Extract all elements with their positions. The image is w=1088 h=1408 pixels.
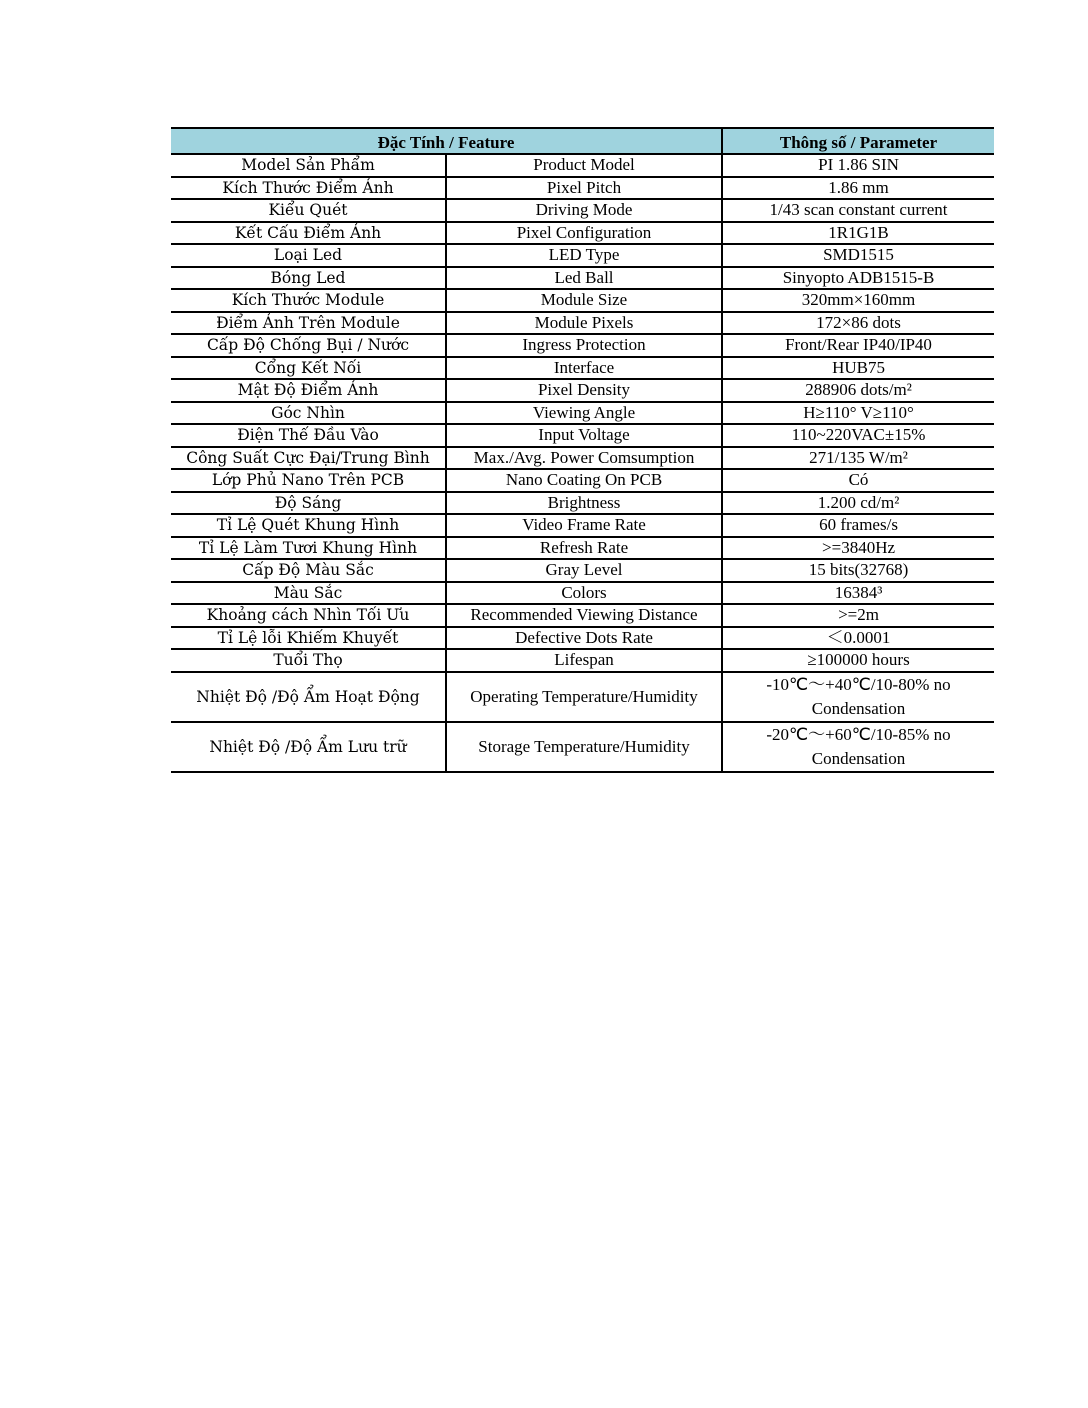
parameter-value-cell: ≥100000 hours: [722, 649, 994, 672]
parameter-value-cell: 1.86 mm: [722, 177, 994, 200]
feature-en-cell: Defective Dots Rate: [446, 627, 722, 650]
table-row: [171, 424, 994, 447]
feature-vi-cell: Model Sản Phẩm: [171, 154, 446, 177]
feature-en-cell: Driving Mode: [446, 199, 722, 222]
table-row: [171, 447, 994, 470]
table-row: [171, 199, 994, 222]
parameter-value-cell: HUB75: [722, 357, 994, 380]
feature-vi-cell: Khoảng cách Nhìn Tối Ưu: [171, 604, 446, 627]
header-row: [171, 128, 994, 154]
parameter-value-cell: Front/Rear IP40/IP40: [722, 334, 994, 357]
parameter-value-cell: 16384³: [722, 582, 994, 605]
feature-en-cell: Brightness: [446, 492, 722, 515]
parameter-value-cell: 60 frames/s: [722, 514, 994, 537]
feature-vi-cell: Lớp Phủ Nano Trên PCB: [171, 469, 446, 492]
parameter-value-cell: 271/135 W/m²: [722, 447, 994, 470]
feature-vi-cell: Nhiệt Độ /Độ Ẩm Lưu trữ: [171, 722, 446, 772]
feature-en-cell: Max./Avg. Power Comsumption: [446, 447, 722, 470]
feature-en-cell: Pixel Density: [446, 379, 722, 402]
feature-en-cell: Input Voltage: [446, 424, 722, 447]
parameter-value-cell: PI 1.86 SIN: [722, 154, 994, 177]
table-row: [171, 267, 994, 290]
feature-vi-cell: Tuổi Thọ: [171, 649, 446, 672]
parameter-value-cell: >=3840Hz: [722, 537, 994, 560]
feature-vi-cell: Cổng Kết Nối: [171, 357, 446, 380]
parameter-value-cell: 320mm×160mm: [722, 289, 994, 312]
feature-vi-cell: Màu Sắc: [171, 582, 446, 605]
table-row: [171, 537, 994, 560]
feature-en-cell: Pixel Pitch: [446, 177, 722, 200]
parameter-value-cell: SMD1515: [722, 244, 994, 267]
table-row: [171, 289, 994, 312]
feature-en-cell: Operating Temperature/Humidity: [446, 672, 722, 722]
feature-en-cell: Product Model: [446, 154, 722, 177]
feature-en-cell: Lifespan: [446, 649, 722, 672]
feature-en-cell: Led Ball: [446, 267, 722, 290]
feature-en-cell: Video Frame Rate: [446, 514, 722, 537]
feature-vi-cell: Kết Cấu Điểm Ảnh: [171, 222, 446, 245]
feature-vi-cell: Điểm Ảnh Trên Module: [171, 312, 446, 335]
table-row: [171, 334, 994, 357]
table-row: [171, 627, 994, 650]
feature-vi-cell: Độ Sáng: [171, 492, 446, 515]
parameter-value-cell: ＜0.0001: [722, 627, 994, 650]
parameter-value-cell: 110~220VAC±15%: [722, 424, 994, 447]
parameter-value-cell: 1/43 scan constant current: [722, 199, 994, 222]
table-row: [171, 222, 994, 245]
table-row: [171, 379, 994, 402]
feature-vi-cell: Công Suất Cực Đại/Trung Bình: [171, 447, 446, 470]
spec-table-header: [171, 128, 994, 154]
parameter-value-cell: -20℃～+60℃/10-85% no Condensation: [722, 722, 994, 772]
header-parameter: Thông số / Parameter: [722, 128, 994, 154]
table-row: [171, 559, 994, 582]
table-row: [171, 492, 994, 515]
table-row: [171, 469, 994, 492]
table-row: [171, 357, 994, 380]
feature-en-cell: Gray Level: [446, 559, 722, 582]
feature-en-cell: Ingress Protection: [446, 334, 722, 357]
feature-vi-cell: Nhiệt Độ /Độ Ẩm Hoạt Động: [171, 672, 446, 722]
table-row: [171, 402, 994, 425]
feature-vi-cell: Kích Thước Điểm Ảnh: [171, 177, 446, 200]
feature-en-cell: Interface: [446, 357, 722, 380]
feature-vi-cell: Loại Led: [171, 244, 446, 267]
parameter-value-cell: 15 bits(32768): [722, 559, 994, 582]
table-row: [171, 154, 994, 177]
feature-vi-cell: Điện Thế Đầu Vào: [171, 424, 446, 447]
feature-vi-cell: Tỉ Lệ lỗi Khiếm Khuyết: [171, 627, 446, 650]
table-row: [171, 312, 994, 335]
table-row: [171, 244, 994, 267]
table-row: [171, 722, 994, 772]
feature-en-cell: Colors: [446, 582, 722, 605]
feature-en-cell: LED Type: [446, 244, 722, 267]
feature-vi-cell: Kích Thước Module: [171, 289, 446, 312]
feature-vi-cell: Cấp Độ Chống Bụi / Nước: [171, 334, 446, 357]
table-row: [171, 177, 994, 200]
parameter-value-cell: -10℃～+40℃/10-80% no Condensation: [722, 672, 994, 722]
feature-vi-cell: Bóng Led: [171, 267, 446, 290]
parameter-value-cell: Sinyopto ADB1515-B: [722, 267, 994, 290]
parameter-value-cell: 1.200 cd/m²: [722, 492, 994, 515]
feature-en-cell: Module Pixels: [446, 312, 722, 335]
feature-en-cell: Nano Coating On PCB: [446, 469, 722, 492]
feature-vi-cell: Kiểu Quét: [171, 199, 446, 222]
feature-vi-cell: Mật Độ Điểm Ảnh: [171, 379, 446, 402]
feature-en-cell: Module Size: [446, 289, 722, 312]
feature-en-cell: Storage Temperature/Humidity: [446, 722, 722, 772]
header-feature: Đặc Tính / Feature: [171, 128, 722, 154]
parameter-value-cell: H≥110° V≥110°: [722, 402, 994, 425]
spec-table: [171, 127, 994, 773]
feature-vi-cell: Tỉ Lệ Quét Khung Hình: [171, 514, 446, 537]
table-row: [171, 649, 994, 672]
feature-en-cell: Viewing Angle: [446, 402, 722, 425]
feature-vi-cell: Cấp Độ Màu Sắc: [171, 559, 446, 582]
feature-en-cell: Recommended Viewing Distance: [446, 604, 722, 627]
table-row: [171, 604, 994, 627]
parameter-value-cell: 1R1G1B: [722, 222, 994, 245]
feature-en-cell: Refresh Rate: [446, 537, 722, 560]
parameter-value-cell: Có: [722, 469, 994, 492]
table-row: [171, 582, 994, 605]
spec-table-body: [171, 154, 994, 772]
feature-vi-cell: Góc Nhìn: [171, 402, 446, 425]
table-row: [171, 514, 994, 537]
feature-en-cell: Pixel Configuration: [446, 222, 722, 245]
parameter-value-cell: >=2m: [722, 604, 994, 627]
feature-vi-cell: Tỉ Lệ Làm Tươi Khung Hình: [171, 537, 446, 560]
table-row: [171, 672, 994, 722]
parameter-value-cell: 288906 dots/m²: [722, 379, 994, 402]
parameter-value-cell: 172×86 dots: [722, 312, 994, 335]
